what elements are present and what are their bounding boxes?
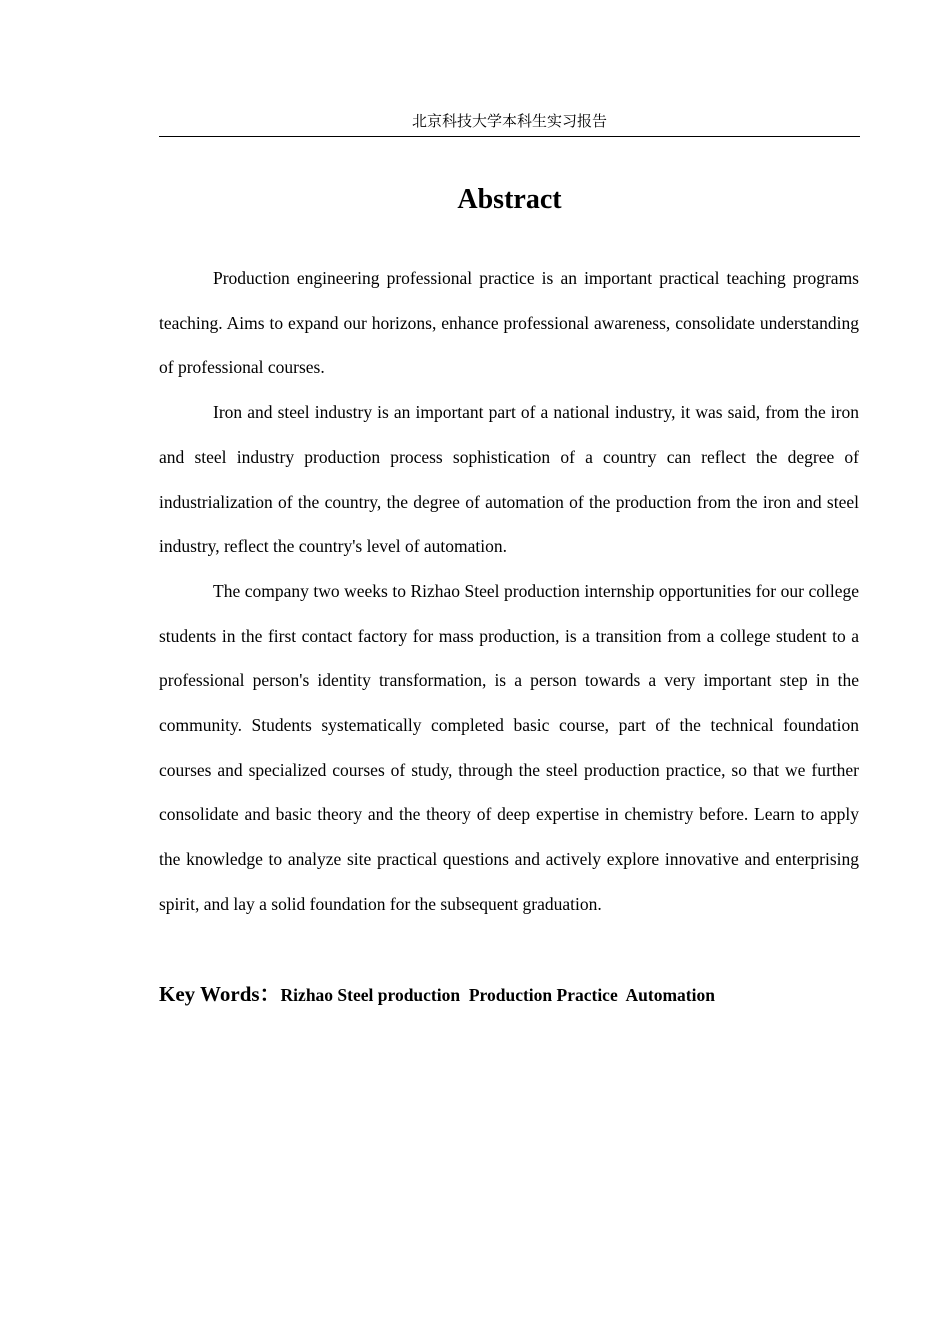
abstract-body <box>159 256 859 927</box>
paragraph-3: The company two weeks to Rizhao Steel production internship opportunities for our college students in the first contact factory for mass production, is a transition from a college student to a professional person's identity transformation, is a person towards a very important step in the community. Students systematically completed basic course, part of the technical foundation courses and specialized courses of study, through the steel production practice, so that we further consolidate and basic theory and the theory of deep expertise in chemistry before. Learn to apply the knowledge to analyze site practical questions and actively explore innovative and enterprising spirit, and lay a solid foundation for the subsequent graduation. <box>159 580 859 914</box>
keywords-text: Rizhao Steel production Production Practice Automation <box>280 985 715 1005</box>
keywords-label: Key Words： <box>159 982 281 1006</box>
abstract-title: Abstract <box>457 184 562 215</box>
keywords-line <box>159 978 860 1013</box>
running-header: 北京科技大学本科生实习报告 <box>159 112 860 137</box>
paragraph-2: Iron and steel industry is an important part of a national industry, it was said, from the iron and steel industry production process sophistication of a country can reflect the degree of industrialization of the country, the degree of automation of the production from the iron and steel industry, reflect the country's level of automation. <box>159 402 859 557</box>
paragraph-1: Production engineering professional practice is an important practical teaching programs teaching. Aims to expand our horizons, enhance professional awareness, consolidate understanding of professional courses. <box>159 268 859 378</box>
